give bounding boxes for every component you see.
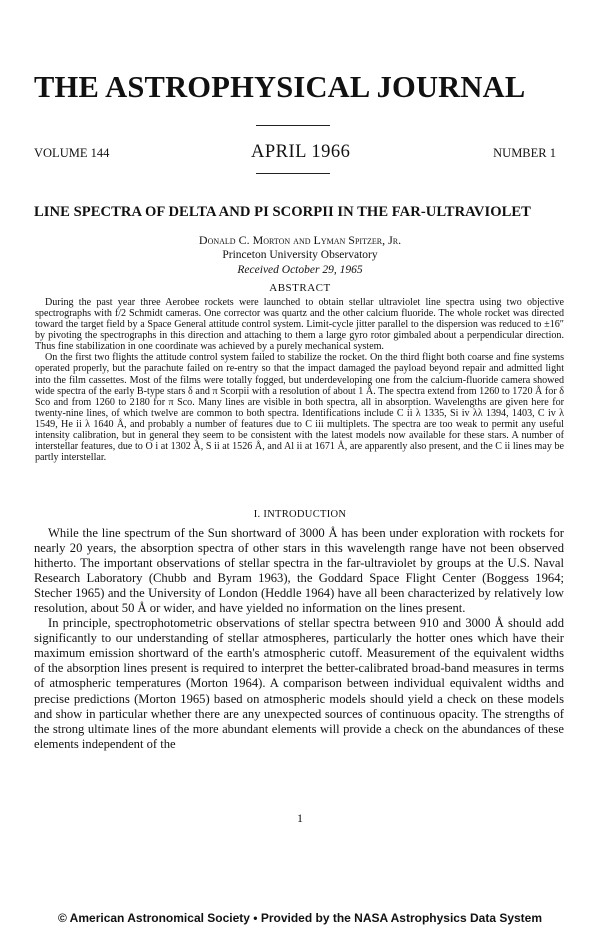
abstract-heading: ABSTRACT <box>269 282 331 294</box>
abstract-body <box>35 297 564 463</box>
abstract-paragraph: On the first two flights the attitude control system failed to stabilize the rocket. On the third flight both coarse and fine systems operated properly, but the parachute failed on re-entry so that the impact damaged the payload beyond repair and admitted light into the film cassettes. Most of the films were totally fogged, but underdeveloping one from the calcium-fluoride camera showed wide spectra of the early B-type stars δ and π Scorpii with a resolution of about 1 Å. The spectra extend from 1260 to 1720 Å for δ Sco and from 1260 to 2180 for π Sco. Many lines are visible in both spectra, all in absorption. Wavelengths are given here for twenty-nine lines, of which twelve are common to both spectra. Identifications include C ii λ 1335, Si iv λλ 1394, 1403, C iv λ 1549, He ii λ 1640 Å, and probably a number of features due to C iii multiplets. The spectra are too weak to permit any useful intensity calibration, but in general they seem to be consistent with the latest models now available for these stars. A number of interstellar features, due to O i at 1302 Å, S ii at 1526 Å, and Al ii at 1671 Å, are apparently also present, and the C ii lines may be partly interstellar. <box>35 352 564 464</box>
journal-title: THE ASTROPHYSICAL JOURNAL <box>34 70 526 104</box>
introduction-body <box>34 526 564 752</box>
authors: Donald C. Morton and Lyman Spitzer, Jr. <box>198 233 402 247</box>
issue-date: APRIL 1966 <box>251 142 351 162</box>
abstract-paragraph: During the past year three Aerobee rockets were launched to obtain stellar ultraviolet line spectra using two objective spectrographs with f/2 Schmidt cameras. One corrector was quartz and the other calcium fluoride. The whole rocket was directed toward the target field by a Space General attitude control system. Limit-cycle jitter parallel to the dispersion was reduced to ±16″ by pivoting the spectrographs in this direction and attaching to them a large gyro rotor gimbaled about a perpendicular direction. Thus fine stabilization in one coordinate was achieved by a purely mechanical system. <box>35 297 564 353</box>
article-title: LINE SPECTRA OF DELTA AND PI SCORPII IN THE FAR-ULTRAVIOLET <box>34 204 531 220</box>
rule-top <box>256 125 330 126</box>
section-heading: I. INTRODUCTION <box>253 509 347 520</box>
footer-credit: © American Astronomical Society • Provided by the NASA Astrophysics Data System <box>57 911 543 925</box>
body-paragraph: In principle, spectrophotometric observations of stellar spectra between 910 and 3000 Å should add significantly to our understanding of stellar atmospheres, particularly the hotter ones which have their maximum emission shortward of the earth's atmospheric cutoff. Measurement of the equivalent widths of the absorption lines present is required to interpret the better-calibrated broad-band measures in terms of atmospheric temperatures (Morton 1964). A comparison between individual equivalent widths and precise predictions (Morton 1965) based on atmospheric models should yield a check on these models and show in particular whether there are any unexpected sources of continuous opacity. The strengths of the strong ultimate lines of the more abundant elements will provide a check on the abundances of these elements independent of the <box>34 616 564 751</box>
issue-info <box>34 142 556 164</box>
page-number: 1 <box>297 811 303 825</box>
rule-bottom <box>256 173 330 174</box>
issue-number: NUMBER 1 <box>493 146 556 160</box>
affiliation: Princeton University Observatory <box>222 249 378 261</box>
volume-label: VOLUME 144 <box>34 146 110 160</box>
body-paragraph: While the line spectrum of the Sun shortward of 3000 Å has been under exploration with rockets for nearly 20 years, the absorption spectra of other stars in this wavelength range have not been observed hitherto. The important observations of stellar spectra in the far-ultraviolet by groups at the U.S. Naval Research Laboratory (Chubb and Byram 1963), the Goddard Space Flight Center (Boggess 1964; Stecher 1965) and the University of London (Heddle 1964) have all been characterized by relatively low resolution, about 50 Å or wider, and have yielded no information on the lines present. <box>34 526 564 616</box>
received-date: Received October 29, 1965 <box>237 264 363 276</box>
